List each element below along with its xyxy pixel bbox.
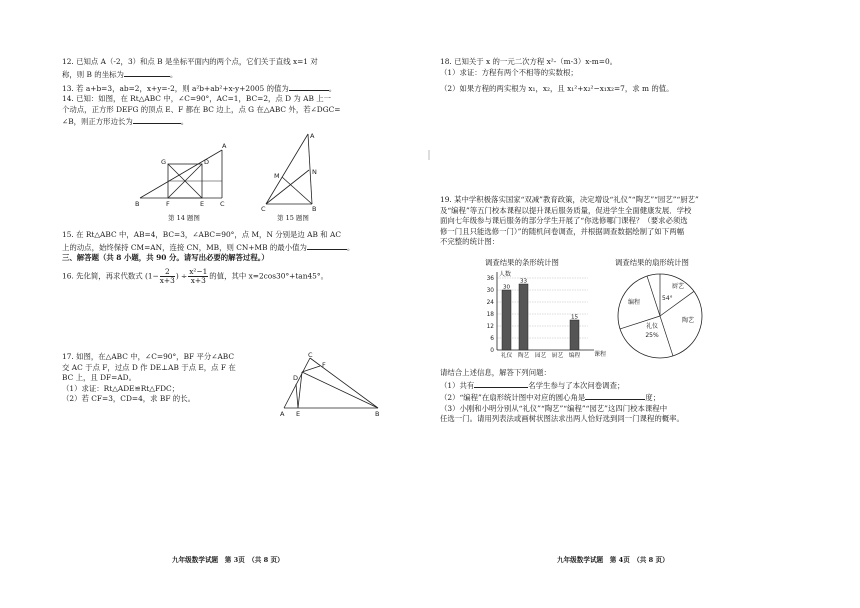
q19-part3-line1: （3）小刚和小明分别从“礼仪”“陶艺”“编程”“园艺”这四门校本课程中 — [440, 403, 668, 413]
question-19 — [440, 195, 798, 248]
q19-line1: 19. 某中学积极落实国家“双减”教育政策，决定增设“礼仪”“陶艺”“园艺”“厨艺” — [440, 195, 699, 204]
q17-line2: 交 AC 于点 F，过点 D 作 DE⊥AB 于点 E，点 F 在 — [62, 362, 236, 372]
q19-line3: 面向七年级参与课后服务的部分学生开展了“你选修哪门课程？（要求必须选 — [440, 216, 688, 226]
q15-line2: 上的动点，始终保持 CM=AN，连接 CN，MB，则 CN+MB 的最小值为 — [62, 242, 307, 252]
q14-answer-blank[interactable] — [133, 115, 181, 124]
question-12: 12. 已知点 A（-2，3）和点 B 是坐标平面内的两个点，它们关于直线 x=1 对 称，则 B 的坐标为 。 — [62, 57, 392, 80]
pie-label-taoyi: 陶艺 — [682, 317, 695, 324]
q19-prompt: 请结合上述信息，解答下列问题： — [440, 368, 551, 377]
q17-line1: 17. 如图，在△ABC 中，∠C=90°，BF 平分∠ABC — [62, 352, 235, 361]
bar-chart-y-tick: 36 — [486, 276, 494, 282]
q18-line3: （2）如果方程的两实根为 x₁，x₂，且 x₁²+x₂²−x₁x₂=7，求 m 的值。 — [440, 84, 674, 94]
q12-line2: 称，则 B 的坐标为 — [62, 69, 124, 79]
bar-chart-y-label: 人数 — [499, 271, 512, 278]
bar-data-label: 15 — [570, 314, 579, 321]
bar-4 — [570, 320, 579, 350]
bar-1 — [519, 284, 528, 350]
pie-label-yuanyi-angle: 54° — [662, 295, 673, 302]
q16-suffix: 的值，其中 x=2cos30°+tan45°。 — [209, 271, 328, 281]
bar-0 — [502, 290, 511, 350]
bar-category-label: 厨艺 — [551, 353, 564, 359]
q19-line4: 修一门且只能选修一门）”的随机问卷调查，并根据调查数据绘制了如下两幅 — [440, 226, 684, 236]
q14-line2: 个动点，正方形 DEFG 的顶点 E、F 都在 BC 边上，点 G 在△ABC 外，若∠DGC= — [62, 104, 341, 114]
fig15-label-a: A — [310, 132, 315, 140]
bar-chart-y-tick: 30 — [486, 288, 494, 294]
fig15-label-n: N — [312, 168, 317, 176]
q12-answer-blank[interactable] — [124, 68, 170, 77]
fig17-label-f: F — [322, 361, 326, 369]
pie-label-chuyi: 厨艺 — [672, 283, 685, 290]
fig15-label-b: B — [312, 205, 317, 212]
q16-f1-denominator: x+3 — [159, 276, 175, 286]
bar-data-label: 30 — [502, 284, 511, 291]
q16-f2-numerator: x²−1 — [189, 267, 208, 276]
q16-middle: ) ÷ — [175, 271, 188, 281]
q17-line4: （1）求证：Rt△ADE≌Rt△FDC； — [62, 383, 180, 393]
footer-page-3: 九年级数学试题 第 3页 （共 8 页） — [172, 556, 284, 564]
q19-part2-pre: （2）“编程”在扇形统计图中对应的圆心角是 — [440, 393, 586, 403]
pie-label-liyi: 礼仪 — [645, 323, 659, 330]
bar-chart-x-label: 课程 — [594, 351, 607, 358]
bar-chart-y-tick: 6 — [490, 336, 494, 342]
question-14: 14. 已知：如图，在 Rt△ABC 中，∠C=90°，AC=1，BC=2，点 D 为 AB 上一 个动点，正方形 DEFG 的顶点 E、F 都在 BC 边上，点 G 在△ABC 外，若∠DGC= ∠B，则正方形边长为 。 — [62, 94, 392, 128]
fig17-label-e: E — [296, 410, 301, 418]
q16-f1-numerator: 2 — [160, 268, 175, 277]
fig14-caption: 第 14 题图 — [168, 214, 200, 222]
bar-category-label: 礼仪 — [500, 353, 513, 359]
bar-chart-y-tick: 0 — [490, 348, 494, 354]
q19-part2-blank[interactable] — [585, 391, 645, 400]
q19-part1-post: 名学生参与了本次问卷调查； — [528, 380, 625, 390]
exam-page-4 — [430, 0, 860, 608]
q14-line1: 14. 已知：如图，在 Rt△ABC 中，∠C=90°，AC=1，BC=2，点 D 为 AB 上一 — [62, 94, 332, 103]
bar-chart-y-tick: 12 — [486, 324, 494, 330]
q19-part1-pre: （1）共有 — [440, 380, 475, 390]
fig15-label-m: M — [274, 172, 280, 180]
pie-label-biancheng: 编程 — [628, 299, 641, 306]
pie-chart — [610, 266, 710, 366]
figure-14 — [130, 140, 230, 210]
figure-17 — [278, 352, 388, 418]
q17-line5: （2）若 CF=3，CD=4，求 BF 的长。 — [62, 394, 195, 404]
fig15-caption: 第 15 题图 — [277, 214, 309, 222]
q16-f2-denominator: x+3 — [190, 276, 206, 286]
fig14-label-g: G — [161, 158, 167, 166]
bar-category-label: 陶艺 — [517, 353, 530, 359]
question-16 — [62, 268, 402, 285]
pie-chart-title: 调查结果的扇形统计图 — [615, 258, 689, 267]
bar-data-label: 33 — [519, 278, 528, 285]
bar-category-label: 编程 — [568, 353, 581, 359]
q19-part1-blank[interactable] — [474, 379, 528, 388]
q16-fraction-2 — [188, 268, 208, 285]
question-19-tasks — [440, 368, 798, 425]
figure-15 — [260, 130, 330, 212]
q15-answer-blank[interactable] — [307, 241, 347, 250]
fig14-label-a: A — [222, 142, 227, 150]
fig17-label-b: B — [375, 410, 380, 418]
q18-line2: （1）求证：方程有两个不相等的实数根； — [440, 67, 578, 77]
q15-line1: 15. 在 Rt△ABC 中，AB=4，BC=3，∠ABC=90°，点 M，N 分别是边 AB 和 AC — [62, 230, 342, 239]
fig15-label-c: C — [261, 205, 266, 212]
q14-line3: ∠B，则正方形边长为 — [62, 117, 133, 127]
question-13: 13. 若 a+b=3，ab=2，x+y=-2，则 a²b+ab²+x-y+2005 的值为 。 — [62, 84, 337, 93]
fig14-label-c: C — [220, 200, 225, 208]
bar-chart-y-tick: 24 — [486, 300, 494, 306]
fig14-label-b: B — [135, 200, 140, 208]
q16-prefix: 16. 先化简，再求代数式 (1− — [62, 271, 159, 281]
bar-chart-y-tick: 18 — [486, 312, 494, 318]
q13-answer-blank[interactable] — [289, 82, 329, 91]
fig17-label-a: A — [280, 410, 285, 418]
bar-chart — [475, 268, 615, 364]
fig17-label-c: C — [308, 352, 313, 359]
fig14-label-d: D — [204, 158, 210, 166]
bar-category-label: 园艺 — [534, 353, 547, 359]
q13-text: 13. 若 a+b=3，ab=2，x+y=-2，则 a²b+ab²+x-y+2005 的值为 — [62, 84, 289, 93]
fig17-label-d: D — [293, 374, 299, 382]
q19-part3-line2: 任选一门。请用列表法或画树状图法求出两人恰好选到同一门课程的概率。 — [440, 414, 684, 424]
question-17 — [62, 352, 282, 405]
pie-label-liyi-pct: 25% — [645, 332, 659, 339]
q19-line2: 及“编程”等五门校本课程以提升课后服务质量，促进学生全面健康发展．学校 — [440, 205, 692, 215]
q19-line5: 不完整的统计图： — [440, 237, 500, 247]
question-18 — [440, 57, 800, 95]
q16-fraction-1 — [160, 268, 175, 285]
q18-line1: 18. 已知关于 x 的一元二次方程 x²-（m-3）x-m=0。 — [440, 57, 618, 66]
q19-part2-post: 度； — [645, 393, 661, 403]
section-3-heading: 三、解答题（共 8 小题，共 90 分。请写出必要的解答过程。） — [62, 253, 269, 262]
fig14-label-e: E — [200, 200, 205, 208]
footer-page-4: 九年级数学试题 第 4页 （共 8 页） — [557, 556, 669, 564]
q17-line3: BC 上，且 DF=AD。 — [62, 373, 136, 383]
q12-line1: 12. 已知点 A（-2，3）和点 B 是坐标平面内的两个点，它们关于直线 x=1 对 — [62, 57, 318, 66]
fig14-label-f: F — [166, 200, 170, 208]
question-15: 15. 在 Rt△ABC 中，AB=4，BC=3，∠ABC=90°，点 M，N 分别是边 AB 和 AC 上的动点，始终保持 CM=AN，连接 CN，MB，则 CN+MB 的最小值为 。 — [62, 230, 392, 253]
bar-chart-title: 调查结果的条形统计图 — [485, 258, 559, 267]
